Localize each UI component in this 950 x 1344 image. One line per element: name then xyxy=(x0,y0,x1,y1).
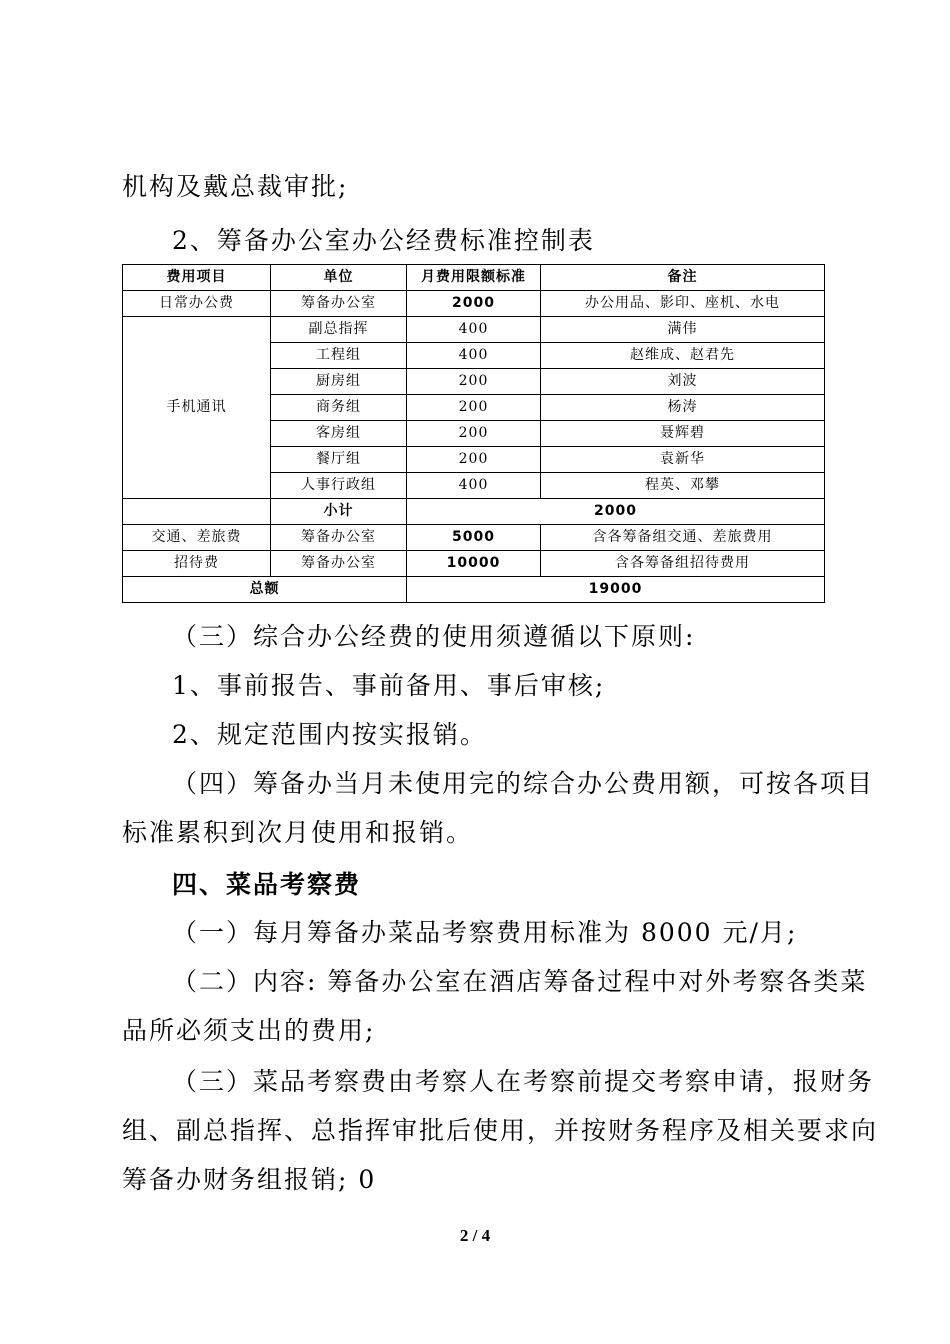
cell-unit: 副总指挥 xyxy=(271,317,407,343)
paragraph: （三）综合办公经费的使用须遵循以下原则: xyxy=(172,622,696,651)
cell-item: 日常办公费 xyxy=(123,291,271,317)
table-caption: 2、筹备办公室办公经费标准控制表 xyxy=(172,226,595,255)
cell-note: 含各筹备组交通、差旅费用 xyxy=(541,525,825,551)
table-row xyxy=(123,525,825,551)
section-heading: 四、菜品考察费 xyxy=(172,870,362,899)
cell-limit: 200 xyxy=(407,369,541,395)
cell-unit: 筹备办公室 xyxy=(271,551,407,577)
table-header-row xyxy=(123,265,825,291)
header-unit: 单位 xyxy=(271,265,407,291)
cell-note: 袁新华 xyxy=(541,447,825,473)
cell-limit: 400 xyxy=(407,317,541,343)
subtotal-row xyxy=(123,499,825,525)
cell-unit: 筹备办公室 xyxy=(271,525,407,551)
cell-limit: 5000 xyxy=(407,525,541,551)
table-row xyxy=(123,317,825,343)
cell-unit: 餐厅组 xyxy=(271,447,407,473)
cell-item-phone: 手机通讯 xyxy=(123,317,271,499)
paragraph: 2、规定范围内按实报销。 xyxy=(172,720,487,749)
table-row xyxy=(123,551,825,577)
paragraph: （二）内容: 筹备办公室在酒店筹备过程中对外考察各类菜 xyxy=(172,967,868,996)
cell-limit: 400 xyxy=(407,473,541,499)
table-row xyxy=(123,291,825,317)
cell-item: 招待费 xyxy=(123,551,271,577)
cell-item: 交通、差旅费 xyxy=(123,525,271,551)
cell-note: 刘波 xyxy=(541,369,825,395)
cell-unit: 厨房组 xyxy=(271,369,407,395)
header-note: 备注 xyxy=(541,265,825,291)
cell-limit: 200 xyxy=(407,421,541,447)
cell-unit: 人事行政组 xyxy=(271,473,407,499)
cell-unit: 商务组 xyxy=(271,395,407,421)
cell-empty xyxy=(123,499,271,525)
paragraph: 1、事前报告、事前备用、事后审核; xyxy=(172,671,606,700)
subtotal-value: 2000 xyxy=(407,499,825,525)
cell-limit: 200 xyxy=(407,395,541,421)
cell-unit: 工程组 xyxy=(271,343,407,369)
cell-note: 办公用品、影印、座机、水电 xyxy=(541,291,825,317)
header-limit: 月费用限额标准 xyxy=(407,265,541,291)
cell-note: 满伟 xyxy=(541,317,825,343)
cell-unit: 筹备办公室 xyxy=(271,291,407,317)
total-label: 总额 xyxy=(123,577,407,603)
paragraph: 标准累积到次月使用和报销。 xyxy=(122,818,474,847)
cell-limit: 200 xyxy=(407,447,541,473)
paragraph: 品所必须支出的费用; xyxy=(122,1016,376,1045)
cell-note: 含各筹备组招待费用 xyxy=(541,551,825,577)
cell-limit: 400 xyxy=(407,343,541,369)
header-item: 费用项目 xyxy=(123,265,271,291)
paragraph: （一）每月筹备办菜品考察费用标准为 8000 元/月; xyxy=(172,918,798,947)
paragraph: 筹备办财务组报销; 0 xyxy=(122,1165,377,1194)
cell-note: 程英、邓攀 xyxy=(541,473,825,499)
cell-note: 杨涛 xyxy=(541,395,825,421)
cell-unit: 客房组 xyxy=(271,421,407,447)
paragraph: （三）菜品考察费由考察人在考察前提交考察申请，报财务 xyxy=(172,1067,875,1096)
total-row xyxy=(123,577,825,603)
expense-standard-table xyxy=(122,264,825,603)
cell-note: 聂辉碧 xyxy=(541,421,825,447)
cell-limit: 2000 xyxy=(407,291,541,317)
cell-note: 赵维成、赵君先 xyxy=(541,343,825,369)
total-value: 19000 xyxy=(407,577,825,603)
paragraph: 组、副总指挥、总指挥审批后使用，并按财务程序及相关要求向 xyxy=(122,1116,879,1145)
page-number: 2 / 4 xyxy=(459,1226,491,1245)
cell-limit: 10000 xyxy=(407,551,541,577)
paragraph-continuation: 机构及戴总裁审批; xyxy=(122,172,349,201)
subtotal-label: 小计 xyxy=(271,499,407,525)
paragraph: （四）筹备办当月未使用完的综合办公费用额，可按各项目 xyxy=(172,769,875,798)
